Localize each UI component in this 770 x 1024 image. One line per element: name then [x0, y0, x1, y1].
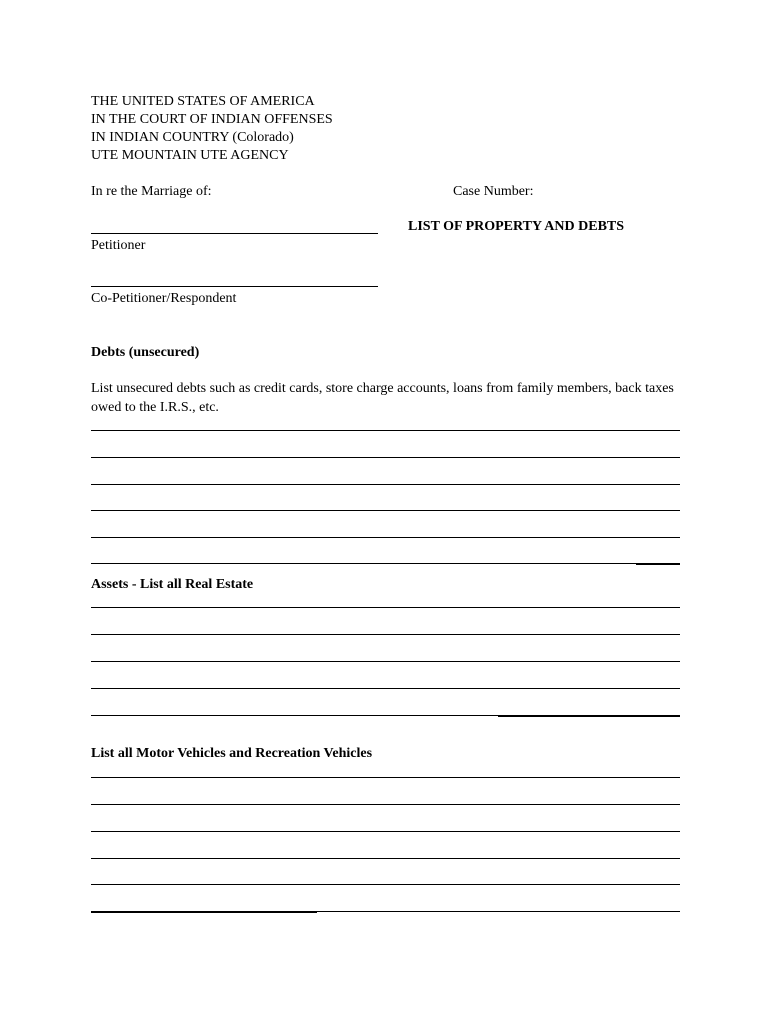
debts-heading: Debts (unsecured): [91, 345, 200, 360]
court-header-line-2: IN THE COURT OF INDIAN OFFENSES: [91, 112, 333, 127]
real-estate-entry-line[interactable]: [91, 634, 680, 635]
debt-entry-line[interactable]: [91, 510, 680, 511]
vehicle-partial-line[interactable]: [91, 912, 317, 913]
vehicle-entry-line[interactable]: [91, 777, 680, 778]
real-estate-entry-line[interactable]: [91, 661, 680, 662]
petitioner-label: Petitioner: [91, 238, 146, 253]
vehicle-entry-line[interactable]: [91, 884, 680, 885]
debt-entry-line[interactable]: [91, 457, 680, 458]
debt-entry-line[interactable]: [91, 537, 680, 538]
real-estate-total-line[interactable]: [498, 716, 680, 717]
court-header-line-1: THE UNITED STATES OF AMERICA: [91, 94, 315, 109]
petitioner-name-line[interactable]: [91, 233, 378, 234]
form-title: LIST OF PROPERTY AND DEBTS: [408, 219, 625, 234]
vehicles-heading: List all Motor Vehicles and Recreation Vehicles: [91, 746, 373, 761]
co-petitioner-label: Co-Petitioner/Respondent: [91, 291, 237, 306]
debts-instructions: List unsecured debts such as credit cards, store charge accounts, loans from family members, back taxes owed to the I.R.S., etc.: [91, 381, 674, 415]
co-petitioner-name-line[interactable]: [91, 286, 378, 287]
debt-entry-line[interactable]: [91, 430, 680, 431]
vehicle-entry-line[interactable]: [91, 858, 680, 859]
debt-entry-line[interactable]: [91, 563, 680, 564]
real-estate-entry-line[interactable]: [91, 607, 680, 608]
real-estate-entry-line[interactable]: [91, 688, 680, 689]
court-header-line-3: IN INDIAN COUNTRY (Colorado): [91, 130, 294, 145]
vehicle-entry-line[interactable]: [91, 804, 680, 805]
real-estate-heading: Assets - List all Real Estate: [91, 577, 254, 592]
in-re-label: In re the Marriage of:: [91, 184, 212, 199]
debt-entry-line[interactable]: [91, 484, 680, 485]
case-number-label: Case Number:: [453, 184, 534, 199]
debt-total-line[interactable]: [636, 564, 680, 565]
vehicle-entry-line[interactable]: [91, 831, 680, 832]
court-header-line-4: UTE MOUNTAIN UTE AGENCY: [91, 148, 289, 163]
